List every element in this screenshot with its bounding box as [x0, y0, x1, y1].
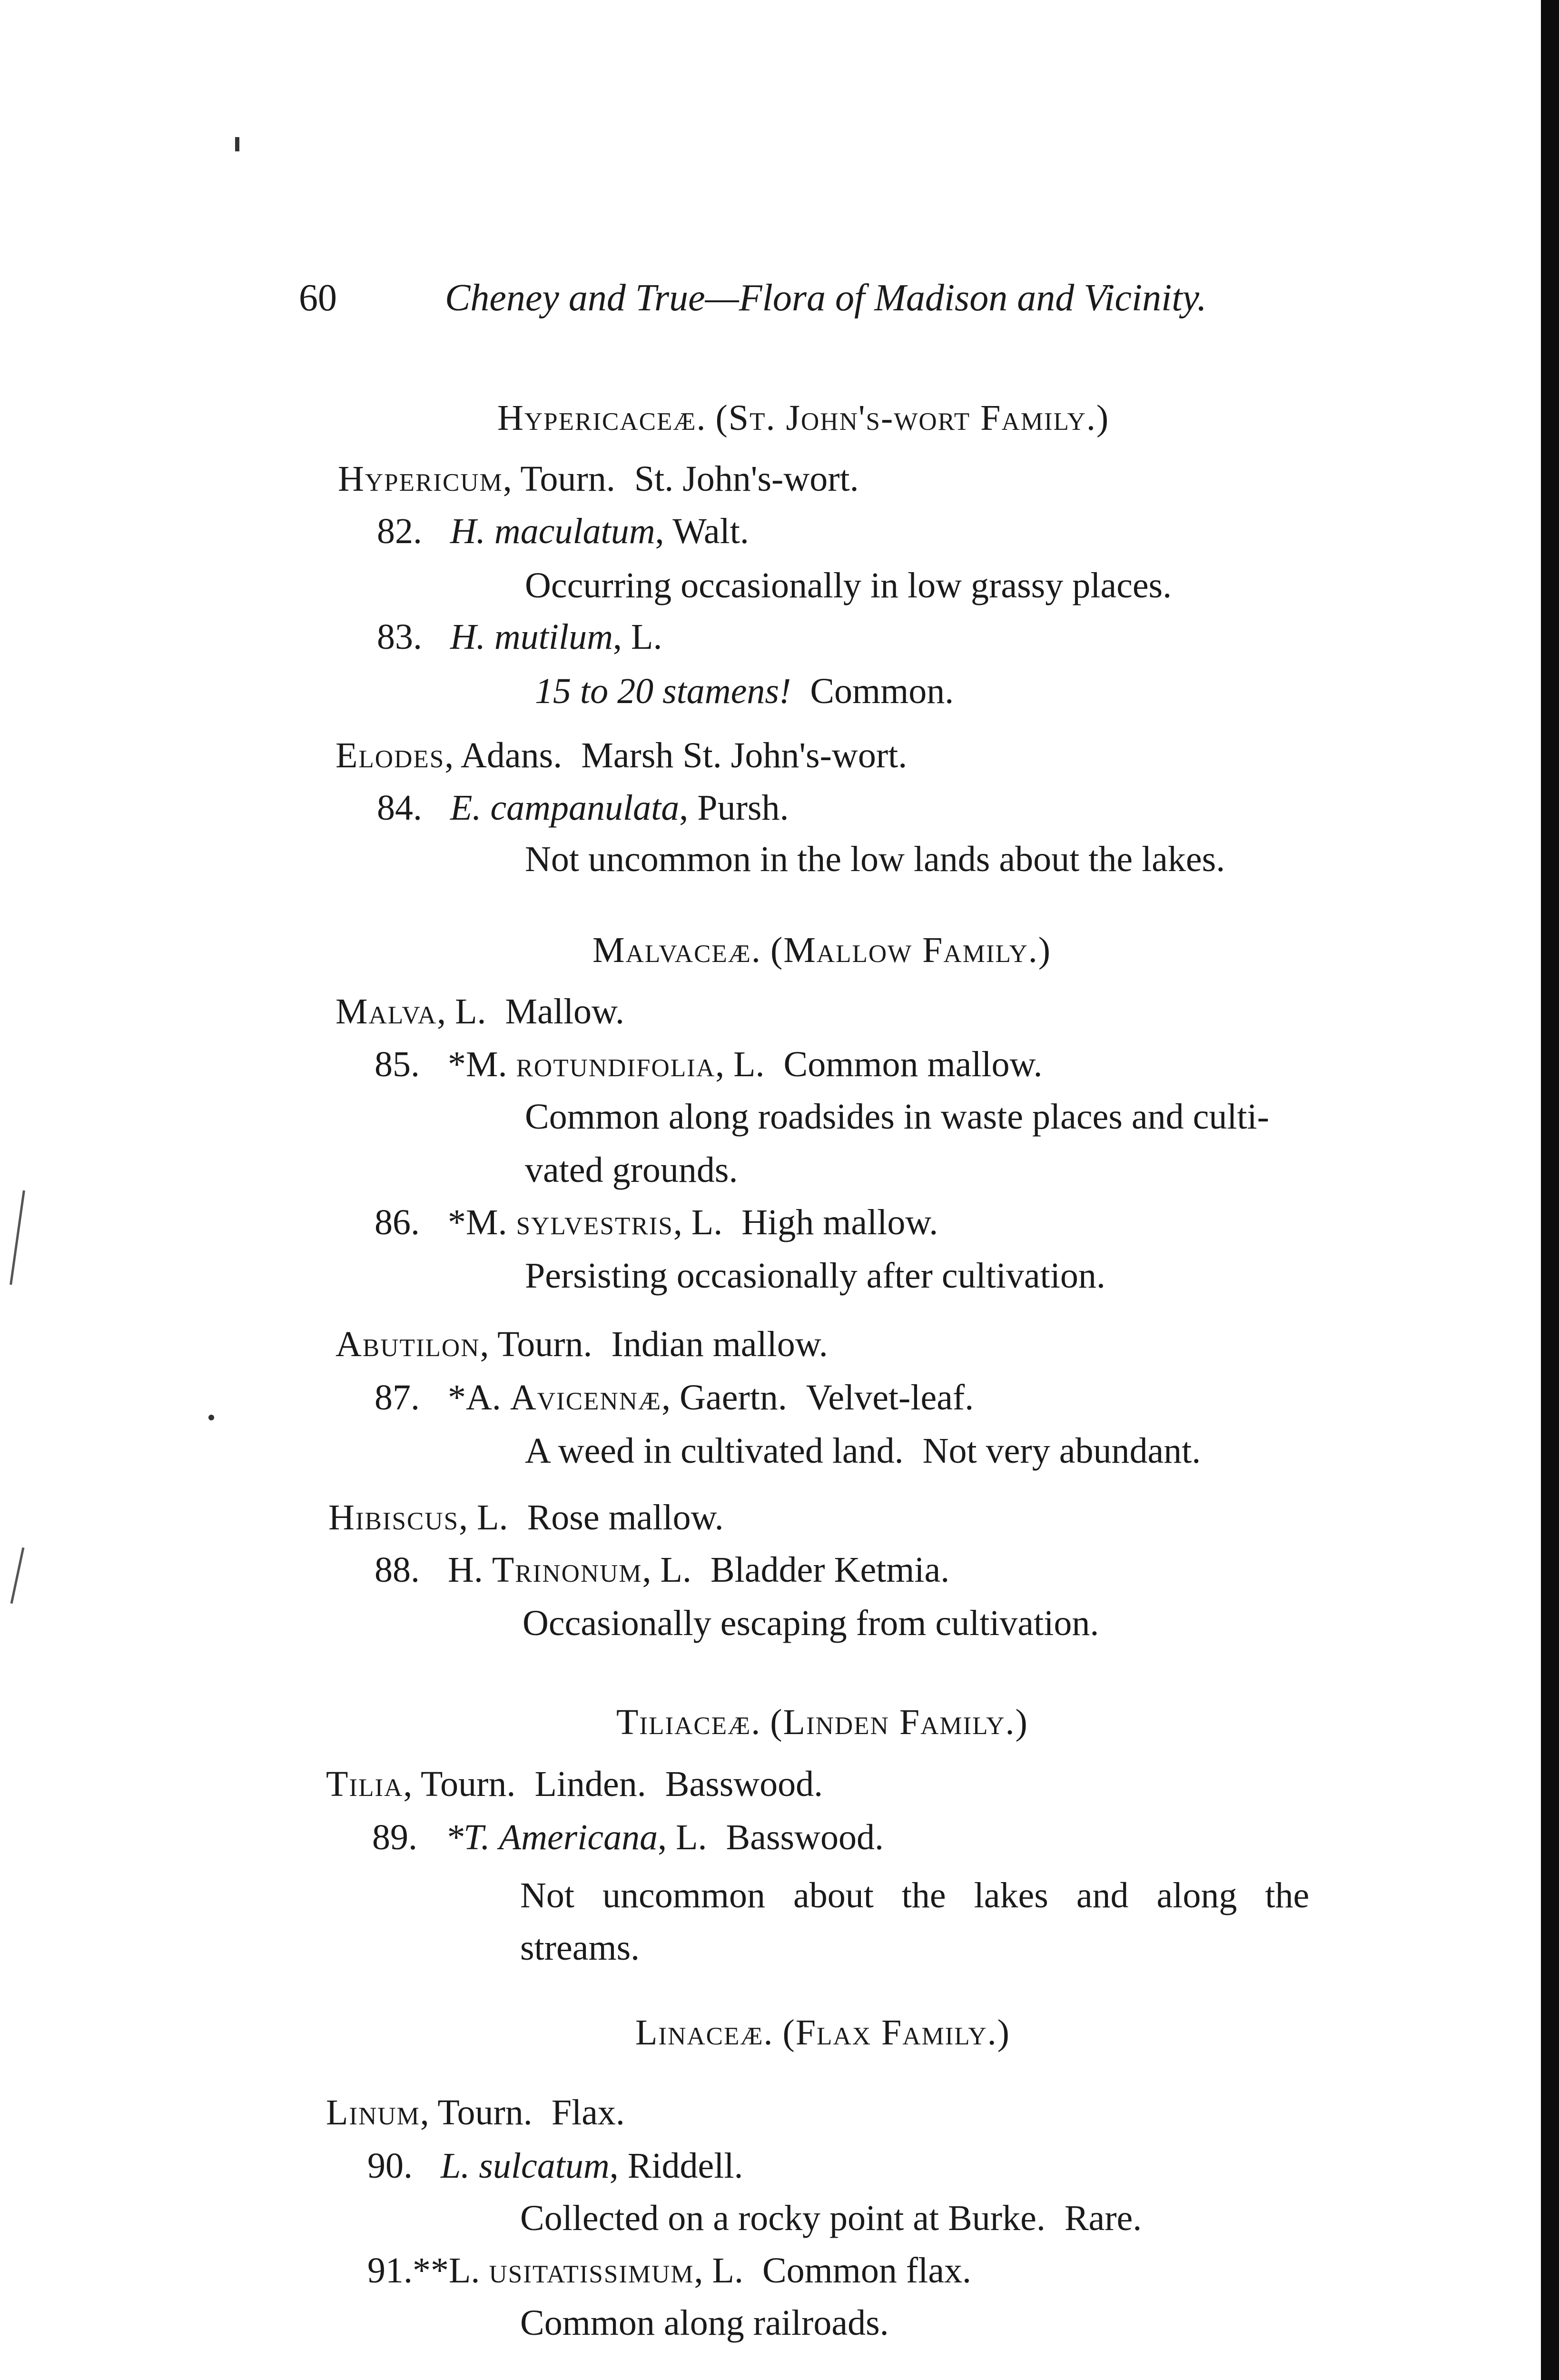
- species-entry: [375, 1204, 938, 1240]
- species-author: , Gaertn.: [661, 1378, 787, 1418]
- family-common-name: (Flax Family.): [782, 2013, 1010, 2053]
- species-genus-abbr: *M.: [448, 1202, 507, 1242]
- genus-author: , Tourn.: [403, 1764, 516, 1804]
- species-common-name: Velvet-leaf.: [806, 1378, 974, 1418]
- family-name: Hypericaceæ.: [497, 398, 707, 438]
- scan-margin-mark: [10, 1190, 25, 1285]
- species-entry: [375, 1552, 949, 1588]
- species-author: , Walt.: [655, 511, 749, 551]
- scan-margin-mark: [10, 1547, 25, 1604]
- species-note: [520, 2200, 1142, 2236]
- species-author: , Riddell.: [609, 2146, 743, 2186]
- genus-name: Elodes: [335, 735, 445, 775]
- species-genus-abbr: *M.: [448, 1044, 507, 1084]
- species-common-name: Bladder Ketmia.: [710, 1550, 950, 1590]
- species-note: Common along railroads.: [520, 2303, 889, 2343]
- genus-common-name: Marsh St. John's-wort.: [581, 735, 908, 775]
- genus-common-name: Rose mallow.: [527, 1497, 724, 1537]
- species-note: Persisting occasionally after cultivation.: [525, 1256, 1105, 1296]
- species-genus-abbr: H.: [448, 1550, 483, 1590]
- genus-common-name: St. John's-wort.: [634, 459, 859, 499]
- species-note: [535, 673, 954, 709]
- species-note-text: Collected on a rocky point at Burke.: [520, 2198, 1046, 2238]
- species-entry: [367, 2148, 743, 2184]
- species-number: 82.: [377, 511, 422, 551]
- family-heading: [616, 1704, 1028, 1740]
- species-author: , L.: [694, 2251, 743, 2291]
- species-entry: [372, 1819, 884, 1855]
- scan-speck: [235, 137, 239, 151]
- species-genus-abbr: *A.: [448, 1378, 501, 1418]
- species-entry: [375, 1046, 1043, 1082]
- species-number: 91.: [367, 2251, 413, 2291]
- species-epithet: campanulata: [490, 788, 680, 828]
- species-epithet: mutilum: [494, 617, 613, 657]
- family-common-name: (Linden Family.): [770, 1702, 1028, 1742]
- genus-author: , Tourn.: [420, 2092, 533, 2132]
- genus-common-name: Indian mallow.: [611, 1324, 828, 1364]
- family-common-name: (St. John's-wort Family.): [715, 398, 1110, 438]
- family-name: Malvaceæ.: [592, 930, 761, 970]
- species-genus-abbr: L.: [441, 2146, 470, 2186]
- species-common-name: Common flax.: [762, 2251, 972, 2291]
- species-epithet: maculatum: [494, 511, 655, 551]
- species-number: 90.: [367, 2146, 413, 2186]
- running-title: Cheney and True—Flora of Madison and Vicinity.: [445, 277, 1207, 319]
- species-common-name: Common mallow.: [783, 1044, 1043, 1084]
- species-author: , L.: [673, 1202, 723, 1242]
- species-number: 84.: [377, 788, 422, 828]
- species-entry: [377, 790, 789, 826]
- species-author: , L.: [642, 1550, 691, 1590]
- species-author: , L.: [658, 1817, 707, 1857]
- species-note: Not uncommon about the lakes and along the: [520, 1875, 1310, 1915]
- species-note-text: Rare.: [1064, 2198, 1142, 2238]
- genus-author: , Adans.: [444, 735, 562, 775]
- species-note-text: A weed in cultivated land.: [525, 1431, 904, 1471]
- species-genus-abbr: E.: [450, 788, 482, 828]
- family-common-name: (Mallow Family.): [770, 930, 1052, 970]
- species-number: 83.: [377, 617, 422, 657]
- genus-name: Hypericum: [338, 459, 503, 499]
- species-note: Occasionally escaping from cultivation.: [523, 1603, 1099, 1643]
- family-heading: [592, 932, 1051, 968]
- species-epithet: Americana: [499, 1817, 658, 1857]
- species-epithet: Trinonum: [492, 1550, 642, 1590]
- species-epithet: sylvestris: [516, 1202, 673, 1242]
- scan-speck: [208, 1415, 214, 1420]
- species-author: , L.: [715, 1044, 765, 1084]
- genus-author: , Tourn.: [503, 459, 615, 499]
- genus-entry: [335, 737, 907, 774]
- family-heading: [497, 400, 1109, 436]
- species-note: streams.: [520, 1928, 640, 1968]
- species-entry: [377, 513, 749, 549]
- species-epithet: rotundifolia: [516, 1044, 716, 1084]
- species-genus-abbr: H.: [450, 617, 485, 657]
- genus-entry: [326, 1766, 823, 1802]
- species-note-text: Not very abundant.: [922, 1431, 1201, 1471]
- species-common-name: Basswood.: [726, 1817, 884, 1857]
- species-genus-abbr: *T.: [445, 1817, 490, 1857]
- genus-author: , Tourn.: [480, 1324, 592, 1364]
- species-entry: [375, 1379, 974, 1416]
- species-note: Occurring occasionally in low grassy places.: [525, 565, 1172, 605]
- species-common-name: High mallow.: [741, 1202, 938, 1242]
- page-number: 60: [299, 277, 337, 319]
- species-number: 89.: [372, 1817, 417, 1857]
- species-author: , L.: [613, 617, 662, 657]
- scan-edge: [1541, 0, 1559, 2380]
- species-note: [525, 1433, 1201, 1469]
- genus-entry: [328, 1499, 724, 1536]
- species-entry: [367, 2252, 971, 2289]
- species-note: vated grounds.: [525, 1150, 738, 1190]
- species-epithet: usitatissimum: [489, 2251, 694, 2291]
- species-note: Not uncommon in the low lands about the lakes.: [525, 839, 1225, 879]
- genus-entry: [338, 461, 859, 497]
- species-genus-abbr: H.: [450, 511, 485, 551]
- species-number: 87.: [375, 1378, 420, 1418]
- species-author: , Pursh.: [679, 788, 789, 828]
- genus-name: Abutilon: [335, 1324, 480, 1364]
- family-name: Linaceæ.: [635, 2013, 774, 2053]
- genus-author: , L.: [437, 992, 486, 1031]
- species-note-italic: 15 to 20 stamens!: [535, 671, 791, 711]
- species-epithet: Avicennæ: [510, 1378, 662, 1418]
- genus-name: Hibiscus: [328, 1497, 459, 1537]
- genus-name: Tilia: [326, 1764, 404, 1804]
- species-entry: [377, 619, 662, 655]
- genus-common-name: Basswood.: [665, 1764, 823, 1804]
- species-number: 85.: [375, 1044, 420, 1084]
- genus-common-name: Flax.: [551, 2092, 625, 2132]
- genus-name: Malva: [335, 992, 437, 1031]
- genus-entry: [335, 993, 624, 1030]
- genus-common-name: Linden.: [534, 1764, 646, 1804]
- species-number: 86.: [375, 1202, 420, 1242]
- genus-name: Linum: [326, 2092, 420, 2132]
- genus-author: , L.: [459, 1497, 508, 1537]
- family-heading: [635, 2014, 1010, 2051]
- species-note-text: Common.: [810, 671, 954, 711]
- genus-entry: [335, 1326, 828, 1362]
- genus-common-name: Mallow.: [505, 992, 625, 1031]
- species-note: Common along roadsides in waste places and culti-: [525, 1097, 1269, 1137]
- species-epithet: sulcatum: [479, 2146, 610, 2186]
- species-genus-abbr: **L.: [413, 2251, 480, 2291]
- species-number: 88.: [375, 1550, 420, 1590]
- genus-entry: [326, 2094, 625, 2131]
- family-name: Tiliaceæ.: [616, 1702, 761, 1742]
